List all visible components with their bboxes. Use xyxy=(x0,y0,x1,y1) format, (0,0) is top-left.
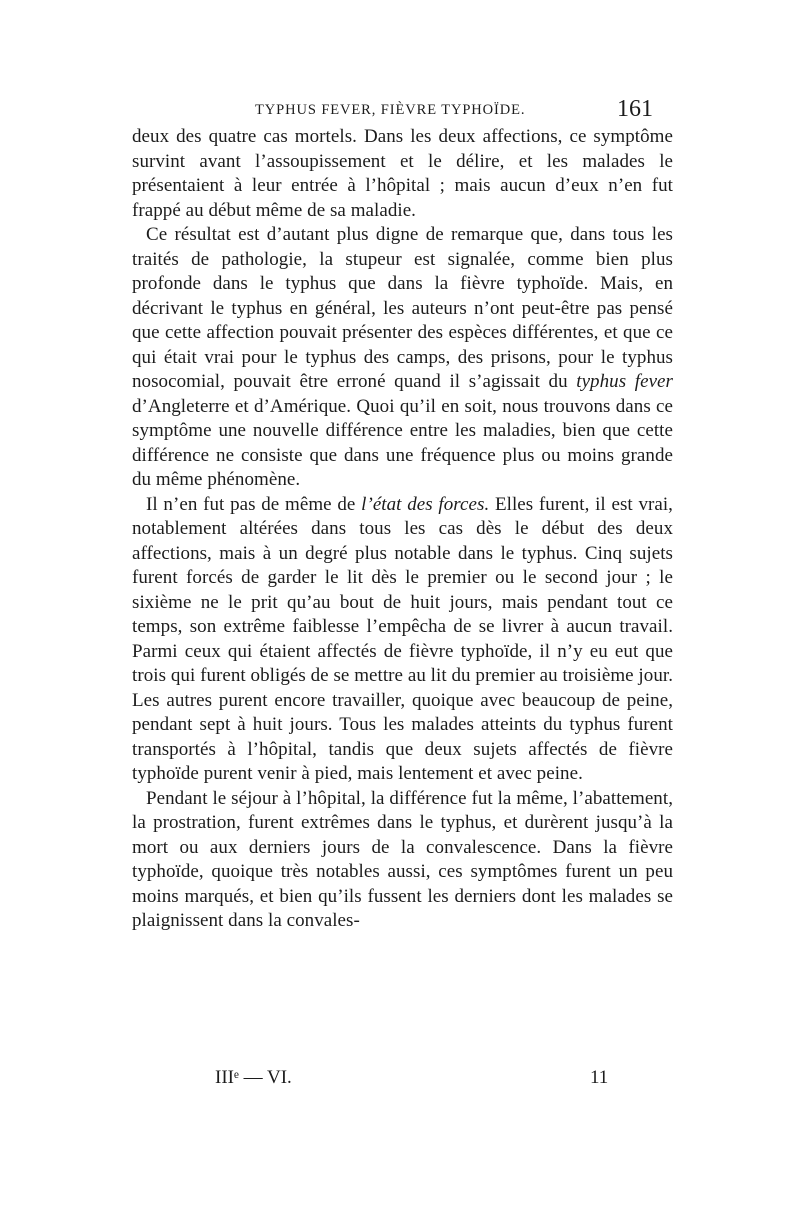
italic-term: l’état des forces. xyxy=(361,493,490,515)
paragraph-text: Il n’en fut pas de même de xyxy=(146,493,362,515)
page-body xyxy=(132,125,673,934)
paragraph-text: Ce résultat est d’autant plus digne de remarque que, dans tous les traités de pathologie, la stupeur est signalée, comme bien plus profonde dans le typhus que dans la fièvre typhoïde. Mais, en décrivant le typhus en général, les auteurs n’ont peut-être pas pensé que cette affection pouvait présenter des espèces différentes, et que ce qui était vrai pour le typhus des camps, des prisons, pour le typhus nosocomial, pouvait être erroné quand il s’agissait du xyxy=(132,224,673,392)
signature-mark: IIIᵉ — VI. xyxy=(215,1067,292,1088)
paragraph-hopital: Pendant le séjour à l’hôpital, la différence fut la même, l’abattement, la prostration, furent extrêmes dans le typhus, et durèrent jusqu’à la mort ou aux derniers jours de la convalescence. Dans la fièvre typhoïde, quoique très notables aussi, ces symptômes furent un peu moins marqués, et bien qu’ils fussent les derniers dont les malades se plaignissent dans la convales- xyxy=(132,787,673,931)
page-number: 161 xyxy=(617,96,653,122)
paragraph-stupeur xyxy=(132,223,673,493)
paragraph-continuation: deux des quatre cas mortels. Dans les deux affections, ce symptôme survint avant l’assoupissement et le délire, et les malades le présentaient à leur entrée à l’hôpital ; mais aucun d’eux n’en fut frappé au début même de sa maladie. xyxy=(132,126,673,221)
italic-term: typhus fever xyxy=(576,371,673,392)
signature-number: 11 xyxy=(590,1067,609,1088)
page-footer xyxy=(0,1067,800,1097)
paragraph-text: d’Angleterre et d’Amérique. Quoi qu’il en soit, nous trouvons dans ce symptôme une nouvelle différence entre les maladies, bien que cette différence ne consiste que dans une fréquence plus ou moins grande du même phénomène. xyxy=(132,395,673,490)
paragraph-forces xyxy=(132,493,673,787)
running-head xyxy=(0,96,800,126)
running-title: TYPHUS FEVER, FIÈVRE TYPHOÏDE. xyxy=(255,102,526,118)
paragraph-text: Elles furent, il est vrai, notablement altérées dans tous les cas dès le début des deux affections, mais à un degré plus notable dans le typhus. Cinq sujets furent forcés de garder le lit dès le premier ou le second jour ; le sixième ne le prit qu’au bout de huit jours, mais pendant tout ce temps, son extrême faiblesse l’empêcha de se livrer à aucun travail. Parmi ceux qui étaient affectés de fièvre typhoïde, il n’y eu eut que trois qui furent obligés de se mettre au lit du premier au troisième jour. Les autres purent encore travailler, quoique avec beaucoup de peine, pendant sept à huit jours. Tous les malades atteints du typhus furent transportés à l’hôpital, tandis que deux sujets affectés de fièvre typhoïde purent venir à pied, mais lentement et avec peine. xyxy=(132,493,673,784)
